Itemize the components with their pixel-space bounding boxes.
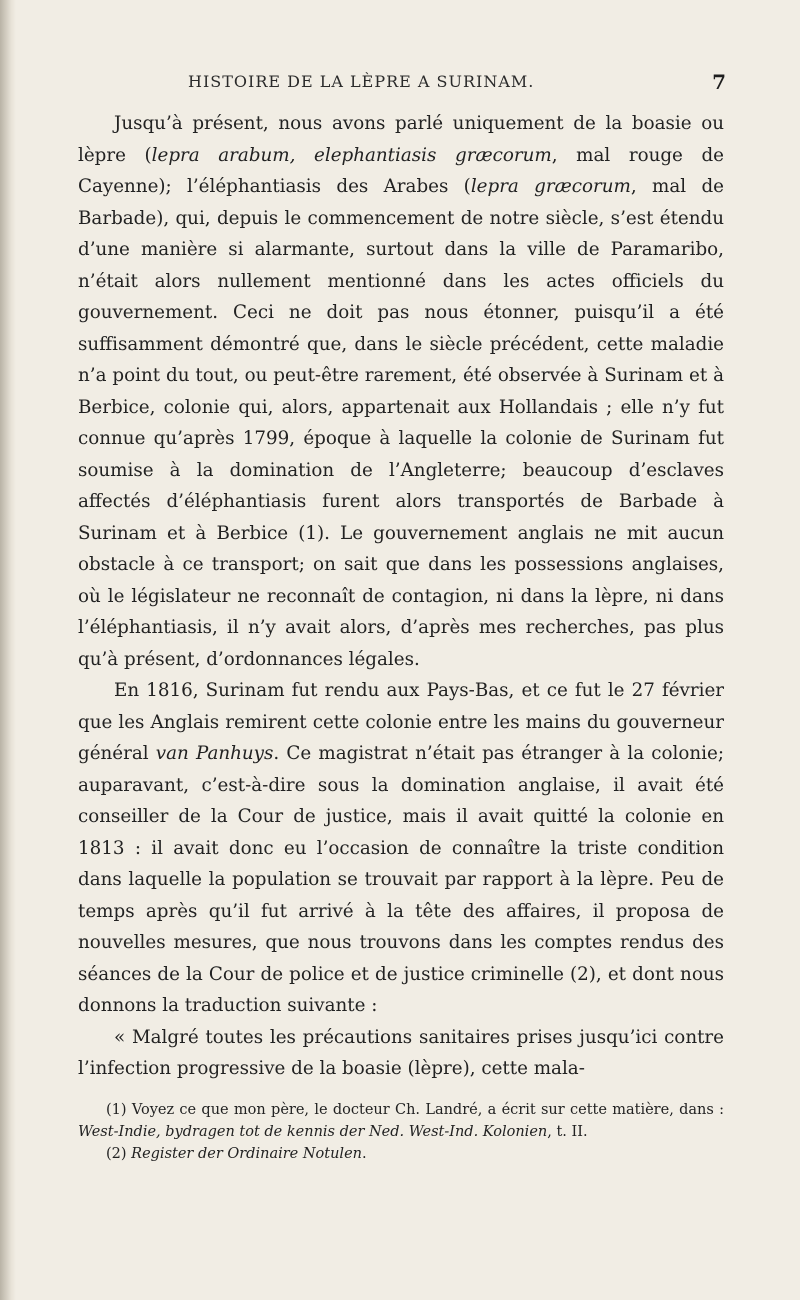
footnote	[78, 1143, 724, 1165]
book-page	[78, 62, 724, 1165]
footnote	[78, 1099, 724, 1143]
running-head	[78, 62, 724, 102]
text-run: , mal de Barbade), qui, depuis le commencement de notre siècle, s’est étendu d’une manière si alarmante, surtout dans la ville de Paramaribo, n’était alors nullement mentionné dans les actes officiels du gouvernement. Ceci ne doit pas nous étonner, puisqu’il a été suffisamment démontré que, dans le siècle précédent, cette maladie n’a point du tout, ou peut-être rarement, été observée à Surinam et à Berbice, colonie qui, alors, appartenait aux Hollandais ; elle n’y fut connue qu’après 1799, époque à laquelle la colonie de Surinam fut soumise à la domination de l’Angleterre; beaucoup d’esclaves affectés d’éléphantiasis furent alors transportés de Barbade à Surinam et à Berbice (1). Le gouvernement anglais ne mit aucun obstacle à ce transport; on sait que dans les possessions anglaises, où le législateur ne reconnaît de contagion, ni dans la lèpre, ni dans l’éléphantiasis, il n’y avait alors, d’après mes recherches, pas plus qu’à présent, d’ordonnances légales.	[78, 176, 724, 670]
text-run: , mal rouge de Cayenne); l’éléphantiasis des Arabes (	[78, 144, 724, 197]
footnotes	[78, 1099, 724, 1165]
text-run: . Ce magistrat n’était pas étranger à la colonie; auparavant, c’est-à-dire sous la domination anglaise, il avait été conseiller de la Cour de justice, mais il avait quitté la colonie en 1813 : il avait donc eu l’occasion de connaître la triste condition dans laquelle la population se trouvait par rapport à la lèpre. Peu de temps après qu’il fut arrivé à la tête des affaires, il proposa de nouvelles mesures, que nous trouvons dans les comptes rendus des séances de la Cour de police et de justice criminelle (2), et dont nous donnons la traduction suivante :	[78, 743, 725, 1016]
footnote-text: (2)	[106, 1145, 132, 1162]
footnote-italic: West-Indie, bydragen tot de kennis der Ned. West-Ind. Kolonien	[78, 1123, 548, 1140]
footnote-text: .	[362, 1145, 367, 1162]
page-binding-edge	[0, 0, 16, 1300]
running-title: HISTOIRE DE LA LÈPRE A SURINAM.	[188, 72, 535, 91]
page-number: 7	[712, 70, 726, 94]
footnote-italic: Register der Ordinaire Notulen	[131, 1145, 362, 1162]
text-run: En 1816, Surinam fut rendu aux Pays-Bas, et ce fut le 27 février que les Anglais remirent cette colonie entre les mains du gouverneur général	[78, 680, 724, 764]
text-run: Jusqu’à présent, nous avons parlé uniquement de la boasie ou lèpre (	[78, 113, 724, 166]
body-text	[78, 108, 724, 1085]
paragraph	[78, 675, 724, 1022]
footnote-text: (1) Voyez ce que mon père, le docteur Ch. Landré, a écrit sur cette matière, dans :	[106, 1101, 724, 1118]
italic-term: lepra arabum, elephantiasis græcorum	[151, 144, 552, 166]
footnote-text: , t. II.	[547, 1123, 588, 1140]
italic-name: van Panhuys	[155, 743, 274, 764]
italic-term: lepra græcorum	[470, 176, 631, 197]
text-run: « Malgré toutes les précautions sanitaires prises jusqu’ici contre l’infection progressive de la boasie (lèpre), cette mala-	[78, 1026, 724, 1079]
paragraph	[78, 1022, 724, 1085]
paragraph	[78, 108, 724, 675]
